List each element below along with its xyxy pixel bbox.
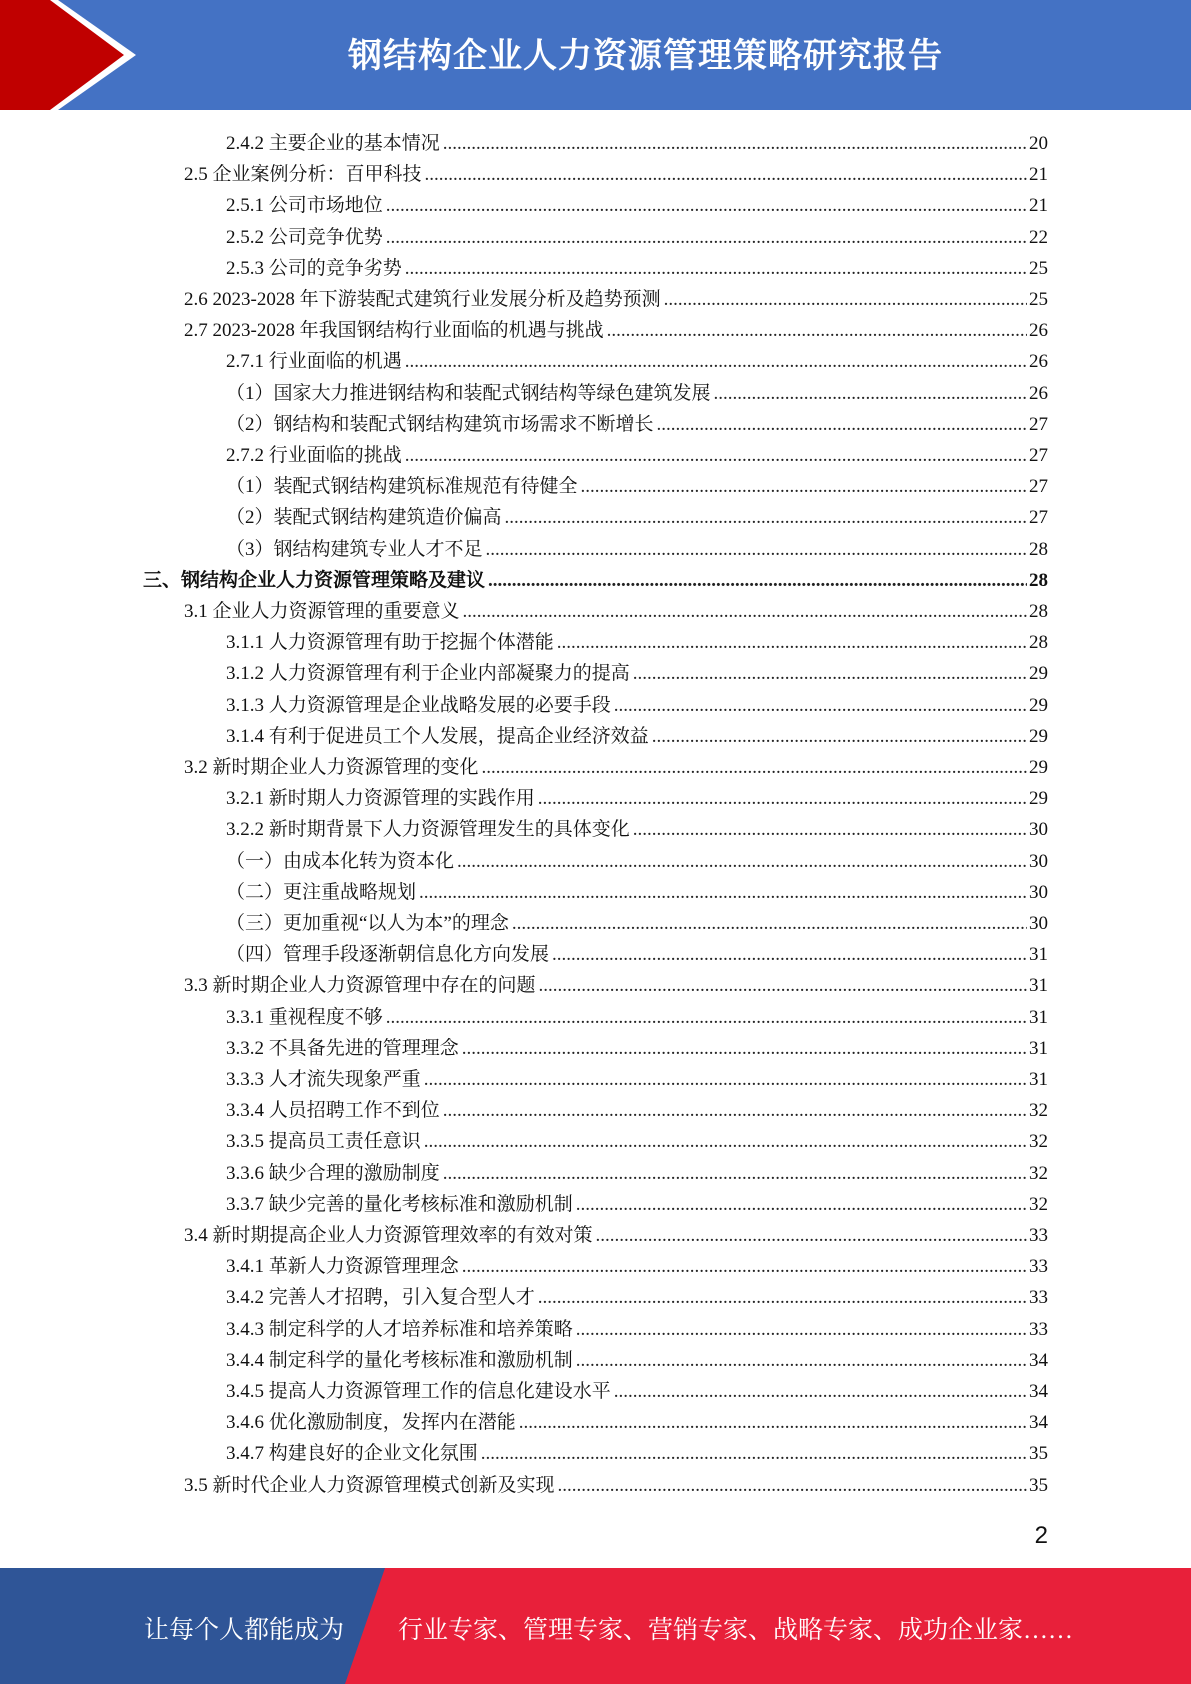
toc-entry-page: 28 xyxy=(1029,601,1048,622)
toc-entry-page: 28 xyxy=(1029,569,1048,591)
toc-entry-page: 29 xyxy=(1029,663,1048,685)
toc-entry[interactable] xyxy=(226,1064,1048,1094)
toc-entry-page: 25 xyxy=(1029,257,1048,279)
toc-entry-page: 27 xyxy=(1029,413,1048,435)
toc-entry-page: 20 xyxy=(1029,133,1048,154)
toc-entry[interactable] xyxy=(226,409,1048,439)
page-header xyxy=(0,0,1191,110)
toc-entry-page: 32 xyxy=(1029,1100,1048,1122)
toc-entry-label: 3.3 新时期企业人力资源管理中存在的问题 xyxy=(184,975,536,997)
toc-leader-dots xyxy=(538,788,1027,810)
toc-entry[interactable] xyxy=(184,596,1048,626)
toc-entry-page: 32 xyxy=(1029,1193,1048,1215)
toc-entry[interactable] xyxy=(184,284,1048,314)
footer-slogan-right: 行业专家、管理专家、营销专家、战略专家、成功企业家…… xyxy=(398,1617,1074,1644)
toc-entry[interactable] xyxy=(226,534,1048,564)
toc-entry[interactable] xyxy=(226,1438,1048,1468)
toc-leader-dots xyxy=(386,195,1027,217)
toc-entry[interactable] xyxy=(184,1220,1048,1250)
toc-entry[interactable] xyxy=(226,440,1048,470)
toc-leader-dots xyxy=(457,851,1027,873)
toc-leader-dots xyxy=(519,1412,1027,1434)
toc-entry-page: 21 xyxy=(1029,195,1048,217)
toc-leader-dots xyxy=(481,1443,1027,1465)
toc-entry-label: 3.1.4 有利于促进员工个人发展，提高企业经济效益 xyxy=(226,725,649,747)
toc-entry[interactable] xyxy=(226,1345,1048,1375)
toc-entry-page: 33 xyxy=(1029,1225,1048,1246)
toc-leader-dots xyxy=(482,757,1027,779)
toc-entry[interactable] xyxy=(226,1282,1048,1312)
toc-entry-label: （1）国家大力推进钢结构和装配式钢结构等绿色建筑发展 xyxy=(226,382,711,404)
toc-entry-label: 3.3.3 人才流失现象严重 xyxy=(226,1069,421,1090)
page-number: 2 xyxy=(1034,1522,1048,1549)
toc-entry-label: 2.7 2023-2028 年我国钢结构行业面临的机遇与挑战 xyxy=(184,320,604,342)
toc-entry-label: 2.5.3 公司的竞争劣势 xyxy=(226,257,402,279)
toc-entry[interactable] xyxy=(226,222,1048,252)
toc-entry-label: 2.6 2023-2028 年下游装配式建筑行业发展分析及趋势预测 xyxy=(184,289,661,310)
toc-entry-page: 31 xyxy=(1029,975,1048,997)
toc-leader-dots xyxy=(443,1100,1027,1122)
toc-leader-dots xyxy=(576,1319,1027,1341)
toc-entry[interactable] xyxy=(226,378,1048,408)
toc-entry[interactable] xyxy=(226,627,1048,657)
toc-entry-label: （二）更注重战略规划 xyxy=(226,881,417,903)
toc-entry-page: 33 xyxy=(1029,1256,1048,1278)
toc-entry[interactable] xyxy=(226,658,1048,688)
toc-entry-page: 29 xyxy=(1029,725,1048,747)
toc-entry-label: （三）更加重视“以人为本”的理念 xyxy=(226,913,509,934)
toc-leader-dots xyxy=(552,944,1027,966)
toc-entry[interactable] xyxy=(226,1407,1048,1437)
toc-entry[interactable] xyxy=(184,752,1048,782)
toc-entry-page: 27 xyxy=(1029,445,1048,466)
toc-leader-dots xyxy=(405,351,1027,373)
toc-entry[interactable] xyxy=(226,846,1048,876)
toc-entry[interactable] xyxy=(184,159,1048,189)
toc-entry[interactable] xyxy=(226,1126,1048,1156)
toc-leader-dots xyxy=(576,1194,1027,1216)
toc-leader-dots xyxy=(633,663,1027,685)
toc-entry-label: 2.4.2 主要企业的基本情况 xyxy=(226,133,440,154)
toc-entry[interactable] xyxy=(226,939,1048,969)
toc-entry[interactable] xyxy=(226,1189,1048,1219)
toc-entry-label: 2.5.2 公司竞争优势 xyxy=(226,226,383,248)
toc-entry[interactable] xyxy=(226,908,1048,938)
toc-entry-page: 34 xyxy=(1029,1349,1048,1371)
toc-entry-label: 3.3.6 缺少合理的激励制度 xyxy=(226,1162,440,1184)
toc-entry-label: 3.2.2 新时期背景下人力资源管理发生的具体变化 xyxy=(226,819,630,841)
toc-entry[interactable] xyxy=(226,128,1048,158)
toc-leader-dots xyxy=(557,632,1027,654)
toc-entry[interactable] xyxy=(226,783,1048,813)
toc-leader-dots xyxy=(425,164,1027,186)
toc-entry[interactable] xyxy=(226,1158,1048,1188)
toc-entry[interactable] xyxy=(226,190,1048,220)
toc-entry[interactable] xyxy=(226,346,1048,376)
toc-leader-dots xyxy=(419,882,1027,904)
toc-leader-dots xyxy=(714,383,1027,405)
toc-entry[interactable] xyxy=(226,690,1048,720)
toc-entry[interactable] xyxy=(226,877,1048,907)
document-title: 钢结构企业人力资源管理策略研究报告 xyxy=(348,36,943,76)
toc-leader-dots xyxy=(538,1287,1027,1309)
toc-entry[interactable] xyxy=(226,1376,1048,1406)
toc-leader-dots xyxy=(558,1475,1027,1497)
toc-entry-page: 31 xyxy=(1029,1069,1048,1090)
toc-leader-dots xyxy=(424,1069,1027,1091)
toc-entry-page: 28 xyxy=(1029,538,1048,560)
toc-leader-dots xyxy=(614,695,1027,717)
toc-entry-label: 3.4.3 制定科学的人才培养标准和培养策略 xyxy=(226,1318,573,1340)
toc-entry-label: 3.1.2 人力资源管理有利于企业内部凝聚力的提高 xyxy=(226,663,630,685)
toc-leader-dots xyxy=(463,601,1027,623)
toc-entry-page: 32 xyxy=(1029,1162,1048,1184)
toc-leader-dots xyxy=(596,1225,1027,1247)
toc-entry-label: （2）装配式钢结构建筑造价偏高 xyxy=(226,507,502,529)
toc-entry-label: 3.4 新时期提高企业人力资源管理效率的有效对策 xyxy=(184,1225,593,1246)
toc-entry-label: 3.4.2 完善人才招聘，引入复合型人才 xyxy=(226,1287,535,1309)
toc-entry-page: 27 xyxy=(1029,507,1048,529)
toc-entry-label: （四）管理手段逐渐朝信息化方向发展 xyxy=(226,944,550,966)
toc-entry-label: 3.2.1 新时期人力资源管理的实践作用 xyxy=(226,788,535,810)
toc-entry-label: 3.3.4 人员招聘工作不到位 xyxy=(226,1100,440,1122)
toc-leader-dots xyxy=(462,1256,1027,1278)
toc-entry-page: 29 xyxy=(1029,757,1048,778)
toc-entry-page: 21 xyxy=(1029,164,1048,186)
toc-entry-label: 3.4.1 革新人力资源管理理念 xyxy=(226,1256,459,1278)
toc-entry-label: （1）装配式钢结构建筑标准规范有待健全 xyxy=(226,476,578,498)
toc-entry[interactable] xyxy=(226,1095,1048,1125)
toc-entry-page: 34 xyxy=(1029,1412,1048,1434)
toc-entry[interactable] xyxy=(226,1251,1048,1281)
toc-entry-page: 29 xyxy=(1029,788,1048,810)
toc-entry-page: 30 xyxy=(1029,881,1048,903)
page-footer xyxy=(0,1568,1191,1684)
toc-leader-dots xyxy=(462,1038,1027,1060)
toc-entry-page: 34 xyxy=(1029,1381,1048,1402)
toc-entry-page: 22 xyxy=(1029,226,1048,248)
toc-leader-dots xyxy=(424,1131,1027,1153)
toc-leader-dots xyxy=(443,133,1027,155)
toc-entry-label: 3.4.6 优化激励制度，发挥内在潜能 xyxy=(226,1412,516,1434)
toc-entry-label: 2.7.1 行业面临的机遇 xyxy=(226,351,402,373)
toc-entry-page: 30 xyxy=(1029,913,1048,934)
toc-entry-label: 2.7.2 行业面临的挑战 xyxy=(226,445,402,466)
toc-entry-label: （2）钢结构和装配式钢结构建筑市场需求不断增长 xyxy=(226,413,654,435)
toc-entry-page: 32 xyxy=(1029,1131,1048,1153)
toc-entry-label: 三、钢结构企业人力资源管理策略及建议 xyxy=(143,569,486,591)
toc-leader-dots xyxy=(443,1163,1027,1185)
toc-entry-label: 3.3.5 提高员工责任意识 xyxy=(226,1131,421,1153)
toc-entry[interactable] xyxy=(226,814,1048,844)
toc-entry-label: 3.1.1 人力资源管理有助于挖掘个体潜能 xyxy=(226,632,554,654)
toc-leader-dots xyxy=(576,1350,1027,1372)
toc-entry-page: 33 xyxy=(1029,1287,1048,1309)
toc-entry[interactable] xyxy=(226,253,1048,283)
toc-entry-label: 3.5 新时代企业人力资源管理模式创新及实现 xyxy=(184,1474,555,1496)
toc-entry-label: 3.2 新时期企业人力资源管理的变化 xyxy=(184,757,479,778)
toc-entry-page: 35 xyxy=(1029,1443,1048,1465)
toc-entry-page: 29 xyxy=(1029,694,1048,716)
toc-entry-page: 31 xyxy=(1029,944,1048,966)
toc-leader-dots xyxy=(486,539,1027,561)
toc-entry-label: 3.3.1 重视程度不够 xyxy=(226,1006,383,1028)
toc-leader-dots xyxy=(386,1007,1027,1029)
toc-leader-dots xyxy=(488,570,1027,592)
toc-entry-page: 30 xyxy=(1029,819,1048,841)
toc-entry-page: 27 xyxy=(1029,476,1048,498)
toc-leader-dots xyxy=(405,445,1027,467)
toc-entry-page: 31 xyxy=(1029,1037,1048,1059)
toc-leader-dots xyxy=(652,726,1027,748)
toc-leader-dots xyxy=(539,975,1027,997)
toc-entry-label: 2.5 企业案例分析：百甲科技 xyxy=(184,164,422,186)
toc-entry-label: （一）由成本化转为资本化 xyxy=(226,850,455,872)
toc-leader-dots xyxy=(505,507,1027,529)
toc-entry-page: 28 xyxy=(1029,632,1048,654)
toc-entry-page: 30 xyxy=(1029,850,1048,872)
footer-slogan-left: 让每个人都能成为 xyxy=(144,1617,345,1644)
toc-leader-dots xyxy=(657,414,1027,436)
toc-leader-dots xyxy=(633,819,1027,841)
toc-entry[interactable] xyxy=(226,1033,1048,1063)
toc-entry-label: 2.5.1 公司市场地位 xyxy=(226,195,383,217)
toc-entry-label: 3.4.5 提高人力资源管理工作的信息化建设水平 xyxy=(226,1381,611,1402)
toc-entry-label: 3.4.4 制定科学的量化考核标准和激励机制 xyxy=(226,1349,573,1371)
toc-entry-page: 26 xyxy=(1029,382,1048,404)
toc-entry[interactable] xyxy=(226,471,1048,501)
toc-leader-dots xyxy=(614,1381,1027,1403)
toc-entry-page: 31 xyxy=(1029,1006,1048,1028)
toc-entry[interactable] xyxy=(143,565,1048,595)
toc-leader-dots xyxy=(386,227,1027,249)
toc-entry-page: 26 xyxy=(1029,320,1048,342)
toc-entry[interactable] xyxy=(184,315,1048,345)
toc-entry[interactable] xyxy=(226,502,1048,532)
toc-entry-label: 3.3.2 不具备先进的管理理念 xyxy=(226,1037,459,1059)
toc-entry[interactable] xyxy=(226,721,1048,751)
toc-entry[interactable] xyxy=(226,1314,1048,1344)
toc-leader-dots xyxy=(405,258,1027,280)
toc-entry-page: 25 xyxy=(1029,289,1048,310)
toc-leader-dots xyxy=(664,289,1027,311)
toc-leader-dots xyxy=(581,476,1027,498)
toc-leader-dots xyxy=(607,320,1027,342)
toc-entry-label: 3.1 企业人力资源管理的重要意义 xyxy=(184,601,460,622)
toc-entry-label: 3.1.3 人力资源管理是企业战略发展的必要手段 xyxy=(226,694,611,716)
toc-entry-label: 3.4.7 构建良好的企业文化氛围 xyxy=(226,1443,478,1465)
toc-leader-dots xyxy=(512,913,1027,935)
toc-entry-page: 33 xyxy=(1029,1318,1048,1340)
toc-entry-page: 35 xyxy=(1029,1474,1048,1496)
toc-entry-label: 3.3.7 缺少完善的量化考核标准和激励机制 xyxy=(226,1193,573,1215)
toc-entry-page: 26 xyxy=(1029,351,1048,373)
toc-entry-label: （3）钢结构建筑专业人才不足 xyxy=(226,538,483,560)
toc-entry[interactable] xyxy=(184,970,1048,1000)
toc-entry[interactable] xyxy=(226,1002,1048,1032)
toc-entry[interactable] xyxy=(184,1470,1048,1500)
